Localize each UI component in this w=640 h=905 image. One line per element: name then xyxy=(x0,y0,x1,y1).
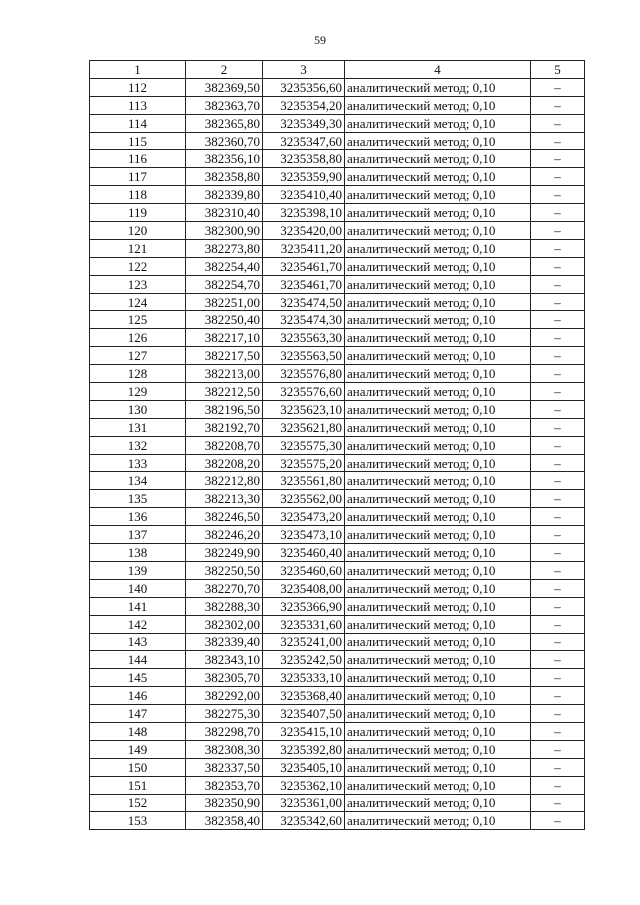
x-coordinate-cell: 382339,80 xyxy=(186,186,263,204)
x-coordinate-cell: 382246,20 xyxy=(186,526,263,544)
note-cell: – xyxy=(531,597,585,615)
point-number-cell: 119 xyxy=(90,204,186,222)
note-cell: – xyxy=(531,812,585,830)
y-coordinate-cell: 3235474,50 xyxy=(263,293,345,311)
table-row xyxy=(90,347,585,365)
note-cell: – xyxy=(531,275,585,293)
x-coordinate-cell: 382212,80 xyxy=(186,472,263,490)
note-cell: – xyxy=(531,204,585,222)
method-cell: аналитический метод; 0,10 xyxy=(345,239,531,257)
y-coordinate-cell: 3235392,80 xyxy=(263,740,345,758)
table-row xyxy=(90,400,585,418)
method-cell: аналитический метод; 0,10 xyxy=(345,722,531,740)
note-cell: – xyxy=(531,526,585,544)
y-coordinate-cell: 3235354,20 xyxy=(263,96,345,114)
table-row xyxy=(90,794,585,812)
y-coordinate-cell: 3235460,40 xyxy=(263,544,345,562)
note-cell: – xyxy=(531,418,585,436)
point-number-cell: 138 xyxy=(90,544,186,562)
note-cell: – xyxy=(531,472,585,490)
coordinates-table xyxy=(89,60,585,830)
method-cell: аналитический метод; 0,10 xyxy=(345,275,531,293)
y-coordinate-cell: 3235460,60 xyxy=(263,561,345,579)
note-cell: – xyxy=(531,329,585,347)
point-number-cell: 137 xyxy=(90,526,186,544)
note-cell: – xyxy=(531,794,585,812)
table-row xyxy=(90,812,585,830)
x-coordinate-cell: 382217,50 xyxy=(186,347,263,365)
note-cell: – xyxy=(531,776,585,794)
column-header-3: 3 xyxy=(263,61,345,79)
method-cell: аналитический метод; 0,10 xyxy=(345,579,531,597)
table-row xyxy=(90,311,585,329)
x-coordinate-cell: 382353,70 xyxy=(186,776,263,794)
method-cell: аналитический метод; 0,10 xyxy=(345,168,531,186)
method-cell: аналитический метод; 0,10 xyxy=(345,633,531,651)
y-coordinate-cell: 3235366,90 xyxy=(263,597,345,615)
table-row xyxy=(90,740,585,758)
method-cell: аналитический метод; 0,10 xyxy=(345,293,531,311)
method-cell: аналитический метод; 0,10 xyxy=(345,561,531,579)
table-row xyxy=(90,472,585,490)
method-cell: аналитический метод; 0,10 xyxy=(345,436,531,454)
x-coordinate-cell: 382254,70 xyxy=(186,275,263,293)
method-cell: аналитический метод; 0,10 xyxy=(345,311,531,329)
x-coordinate-cell: 382192,70 xyxy=(186,418,263,436)
x-coordinate-cell: 382310,40 xyxy=(186,204,263,222)
table-row xyxy=(90,204,585,222)
table-row xyxy=(90,96,585,114)
point-number-cell: 115 xyxy=(90,132,186,150)
x-coordinate-cell: 382305,70 xyxy=(186,669,263,687)
method-cell: аналитический метод; 0,10 xyxy=(345,96,531,114)
y-coordinate-cell: 3235623,10 xyxy=(263,400,345,418)
y-coordinate-cell: 3235562,00 xyxy=(263,490,345,508)
point-number-cell: 128 xyxy=(90,365,186,383)
y-coordinate-cell: 3235342,60 xyxy=(263,812,345,830)
point-number-cell: 116 xyxy=(90,150,186,168)
note-cell: – xyxy=(531,293,585,311)
method-cell: аналитический метод; 0,10 xyxy=(345,365,531,383)
table-row xyxy=(90,275,585,293)
method-cell: аналитический метод; 0,10 xyxy=(345,705,531,723)
point-number-cell: 123 xyxy=(90,275,186,293)
table-row xyxy=(90,168,585,186)
x-coordinate-cell: 382356,10 xyxy=(186,150,263,168)
note-cell: – xyxy=(531,687,585,705)
y-coordinate-cell: 3235576,60 xyxy=(263,383,345,401)
x-coordinate-cell: 382254,40 xyxy=(186,257,263,275)
table-row xyxy=(90,526,585,544)
note-cell: – xyxy=(531,257,585,275)
method-cell: аналитический метод; 0,10 xyxy=(345,257,531,275)
note-cell: – xyxy=(531,168,585,186)
x-coordinate-cell: 382208,20 xyxy=(186,454,263,472)
x-coordinate-cell: 382217,10 xyxy=(186,329,263,347)
x-coordinate-cell: 382363,70 xyxy=(186,96,263,114)
method-cell: аналитический метод; 0,10 xyxy=(345,669,531,687)
point-number-cell: 133 xyxy=(90,454,186,472)
method-cell: аналитический метод; 0,10 xyxy=(345,472,531,490)
note-cell: – xyxy=(531,222,585,240)
y-coordinate-cell: 3235356,60 xyxy=(263,78,345,96)
table-row xyxy=(90,579,585,597)
table-row xyxy=(90,544,585,562)
method-cell: аналитический метод; 0,10 xyxy=(345,597,531,615)
table-row xyxy=(90,615,585,633)
y-coordinate-cell: 3235359,90 xyxy=(263,168,345,186)
point-number-cell: 143 xyxy=(90,633,186,651)
y-coordinate-cell: 3235563,50 xyxy=(263,347,345,365)
note-cell: – xyxy=(531,669,585,687)
method-cell: аналитический метод; 0,10 xyxy=(345,400,531,418)
point-number-cell: 120 xyxy=(90,222,186,240)
table-row xyxy=(90,722,585,740)
point-number-cell: 126 xyxy=(90,329,186,347)
table-row xyxy=(90,150,585,168)
x-coordinate-cell: 382208,70 xyxy=(186,436,263,454)
point-number-cell: 121 xyxy=(90,239,186,257)
point-number-cell: 142 xyxy=(90,615,186,633)
x-coordinate-cell: 382343,10 xyxy=(186,651,263,669)
note-cell: – xyxy=(531,96,585,114)
y-coordinate-cell: 3235408,00 xyxy=(263,579,345,597)
table-row xyxy=(90,78,585,96)
y-coordinate-cell: 3235368,40 xyxy=(263,687,345,705)
note-cell: – xyxy=(531,454,585,472)
y-coordinate-cell: 3235563,30 xyxy=(263,329,345,347)
method-cell: аналитический метод; 0,10 xyxy=(345,526,531,544)
point-number-cell: 152 xyxy=(90,794,186,812)
point-number-cell: 151 xyxy=(90,776,186,794)
point-number-cell: 140 xyxy=(90,579,186,597)
y-coordinate-cell: 3235358,80 xyxy=(263,150,345,168)
point-number-cell: 134 xyxy=(90,472,186,490)
note-cell: – xyxy=(531,186,585,204)
x-coordinate-cell: 382365,80 xyxy=(186,114,263,132)
column-header-1: 1 xyxy=(90,61,186,79)
table-row xyxy=(90,687,585,705)
y-coordinate-cell: 3235473,10 xyxy=(263,526,345,544)
x-coordinate-cell: 382360,70 xyxy=(186,132,263,150)
point-number-cell: 148 xyxy=(90,722,186,740)
point-number-cell: 129 xyxy=(90,383,186,401)
note-cell: – xyxy=(531,132,585,150)
note-cell: – xyxy=(531,633,585,651)
point-number-cell: 122 xyxy=(90,257,186,275)
point-number-cell: 112 xyxy=(90,78,186,96)
point-number-cell: 150 xyxy=(90,758,186,776)
x-coordinate-cell: 382358,80 xyxy=(186,168,263,186)
x-coordinate-cell: 382270,70 xyxy=(186,579,263,597)
table-row xyxy=(90,651,585,669)
y-coordinate-cell: 3235415,10 xyxy=(263,722,345,740)
note-cell: – xyxy=(531,347,585,365)
method-cell: аналитический метод; 0,10 xyxy=(345,418,531,436)
method-cell: аналитический метод; 0,10 xyxy=(345,329,531,347)
method-cell: аналитический метод; 0,10 xyxy=(345,758,531,776)
note-cell: – xyxy=(531,400,585,418)
point-number-cell: 141 xyxy=(90,597,186,615)
point-number-cell: 118 xyxy=(90,186,186,204)
note-cell: – xyxy=(531,114,585,132)
method-cell: аналитический метод; 0,10 xyxy=(345,347,531,365)
x-coordinate-cell: 382249,90 xyxy=(186,544,263,562)
method-cell: аналитический метод; 0,10 xyxy=(345,651,531,669)
table-row xyxy=(90,597,585,615)
x-coordinate-cell: 382292,00 xyxy=(186,687,263,705)
note-cell: – xyxy=(531,544,585,562)
y-coordinate-cell: 3235420,00 xyxy=(263,222,345,240)
x-coordinate-cell: 382273,80 xyxy=(186,239,263,257)
y-coordinate-cell: 3235474,30 xyxy=(263,311,345,329)
table-body xyxy=(90,78,585,829)
point-number-cell: 135 xyxy=(90,490,186,508)
table-row xyxy=(90,293,585,311)
method-cell: аналитический метод; 0,10 xyxy=(345,490,531,508)
y-coordinate-cell: 3235241,00 xyxy=(263,633,345,651)
y-coordinate-cell: 3235361,00 xyxy=(263,794,345,812)
y-coordinate-cell: 3235349,30 xyxy=(263,114,345,132)
method-cell: аналитический метод; 0,10 xyxy=(345,383,531,401)
method-cell: аналитический метод; 0,10 xyxy=(345,222,531,240)
note-cell: – xyxy=(531,651,585,669)
table-row xyxy=(90,454,585,472)
note-cell: – xyxy=(531,150,585,168)
table-row xyxy=(90,669,585,687)
y-coordinate-cell: 3235461,70 xyxy=(263,257,345,275)
y-coordinate-cell: 3235331,60 xyxy=(263,615,345,633)
x-coordinate-cell: 382251,00 xyxy=(186,293,263,311)
note-cell: – xyxy=(531,615,585,633)
note-cell: – xyxy=(531,311,585,329)
point-number-cell: 113 xyxy=(90,96,186,114)
x-coordinate-cell: 382250,40 xyxy=(186,311,263,329)
note-cell: – xyxy=(531,78,585,96)
table-row xyxy=(90,490,585,508)
note-cell: – xyxy=(531,561,585,579)
table-row xyxy=(90,705,585,723)
x-coordinate-cell: 382275,30 xyxy=(186,705,263,723)
note-cell: – xyxy=(531,365,585,383)
y-coordinate-cell: 3235407,50 xyxy=(263,705,345,723)
table-row xyxy=(90,418,585,436)
x-coordinate-cell: 382308,30 xyxy=(186,740,263,758)
x-coordinate-cell: 382288,30 xyxy=(186,597,263,615)
note-cell: – xyxy=(531,490,585,508)
table-row xyxy=(90,776,585,794)
y-coordinate-cell: 3235473,20 xyxy=(263,508,345,526)
y-coordinate-cell: 3235561,80 xyxy=(263,472,345,490)
method-cell: аналитический метод; 0,10 xyxy=(345,615,531,633)
x-coordinate-cell: 382250,50 xyxy=(186,561,263,579)
note-cell: – xyxy=(531,579,585,597)
x-coordinate-cell: 382298,70 xyxy=(186,722,263,740)
table-row xyxy=(90,186,585,204)
y-coordinate-cell: 3235575,20 xyxy=(263,454,345,472)
method-cell: аналитический метод; 0,10 xyxy=(345,812,531,830)
x-coordinate-cell: 382196,50 xyxy=(186,400,263,418)
y-coordinate-cell: 3235461,70 xyxy=(263,275,345,293)
x-coordinate-cell: 382213,00 xyxy=(186,365,263,383)
x-coordinate-cell: 382212,50 xyxy=(186,383,263,401)
point-number-cell: 130 xyxy=(90,400,186,418)
method-cell: аналитический метод; 0,10 xyxy=(345,186,531,204)
point-number-cell: 153 xyxy=(90,812,186,830)
point-number-cell: 136 xyxy=(90,508,186,526)
y-coordinate-cell: 3235242,50 xyxy=(263,651,345,669)
table-row xyxy=(90,222,585,240)
column-header-4: 4 xyxy=(345,61,531,79)
point-number-cell: 144 xyxy=(90,651,186,669)
x-coordinate-cell: 382300,90 xyxy=(186,222,263,240)
note-cell: – xyxy=(531,239,585,257)
method-cell: аналитический метод; 0,10 xyxy=(345,544,531,562)
point-number-cell: 132 xyxy=(90,436,186,454)
method-cell: аналитический метод; 0,10 xyxy=(345,204,531,222)
y-coordinate-cell: 3235405,10 xyxy=(263,758,345,776)
point-number-cell: 131 xyxy=(90,418,186,436)
table-row xyxy=(90,114,585,132)
x-coordinate-cell: 382350,90 xyxy=(186,794,263,812)
table-row xyxy=(90,436,585,454)
x-coordinate-cell: 382339,40 xyxy=(186,633,263,651)
column-header-2: 2 xyxy=(186,61,263,79)
table-row xyxy=(90,561,585,579)
note-cell: – xyxy=(531,722,585,740)
note-cell: – xyxy=(531,740,585,758)
note-cell: – xyxy=(531,383,585,401)
method-cell: аналитический метод; 0,10 xyxy=(345,114,531,132)
point-number-cell: 146 xyxy=(90,687,186,705)
method-cell: аналитический метод; 0,10 xyxy=(345,794,531,812)
point-number-cell: 117 xyxy=(90,168,186,186)
column-header-5: 5 xyxy=(531,61,585,79)
table-row xyxy=(90,633,585,651)
point-number-cell: 145 xyxy=(90,669,186,687)
point-number-cell: 125 xyxy=(90,311,186,329)
y-coordinate-cell: 3235410,40 xyxy=(263,186,345,204)
note-cell: – xyxy=(531,758,585,776)
page-number: 59 xyxy=(314,33,326,47)
method-cell: аналитический метод; 0,10 xyxy=(345,740,531,758)
x-coordinate-cell: 382302,00 xyxy=(186,615,263,633)
x-coordinate-cell: 382369,50 xyxy=(186,78,263,96)
y-coordinate-cell: 3235398,10 xyxy=(263,204,345,222)
method-cell: аналитический метод; 0,10 xyxy=(345,776,531,794)
y-coordinate-cell: 3235576,80 xyxy=(263,365,345,383)
note-cell: – xyxy=(531,436,585,454)
point-number-cell: 139 xyxy=(90,561,186,579)
y-coordinate-cell: 3235362,10 xyxy=(263,776,345,794)
table-row xyxy=(90,257,585,275)
x-coordinate-cell: 382337,50 xyxy=(186,758,263,776)
method-cell: аналитический метод; 0,10 xyxy=(345,78,531,96)
table-row xyxy=(90,508,585,526)
method-cell: аналитический метод; 0,10 xyxy=(345,687,531,705)
table-row xyxy=(90,383,585,401)
note-cell: – xyxy=(531,508,585,526)
point-number-cell: 127 xyxy=(90,347,186,365)
point-number-cell: 124 xyxy=(90,293,186,311)
table-row xyxy=(90,329,585,347)
y-coordinate-cell: 3235333,10 xyxy=(263,669,345,687)
method-cell: аналитический метод; 0,10 xyxy=(345,132,531,150)
table-row xyxy=(90,758,585,776)
point-number-cell: 114 xyxy=(90,114,186,132)
method-cell: аналитический метод; 0,10 xyxy=(345,508,531,526)
note-cell: – xyxy=(531,705,585,723)
y-coordinate-cell: 3235621,80 xyxy=(263,418,345,436)
point-number-cell: 149 xyxy=(90,740,186,758)
y-coordinate-cell: 3235411,20 xyxy=(263,239,345,257)
y-coordinate-cell: 3235575,30 xyxy=(263,436,345,454)
table-row xyxy=(90,132,585,150)
point-number-cell: 147 xyxy=(90,705,186,723)
method-cell: аналитический метод; 0,10 xyxy=(345,454,531,472)
y-coordinate-cell: 3235347,60 xyxy=(263,132,345,150)
table-row xyxy=(90,365,585,383)
x-coordinate-cell: 382213,30 xyxy=(186,490,263,508)
table-row xyxy=(90,239,585,257)
x-coordinate-cell: 382358,40 xyxy=(186,812,263,830)
method-cell: аналитический метод; 0,10 xyxy=(345,150,531,168)
x-coordinate-cell: 382246,50 xyxy=(186,508,263,526)
header-row xyxy=(90,61,585,79)
